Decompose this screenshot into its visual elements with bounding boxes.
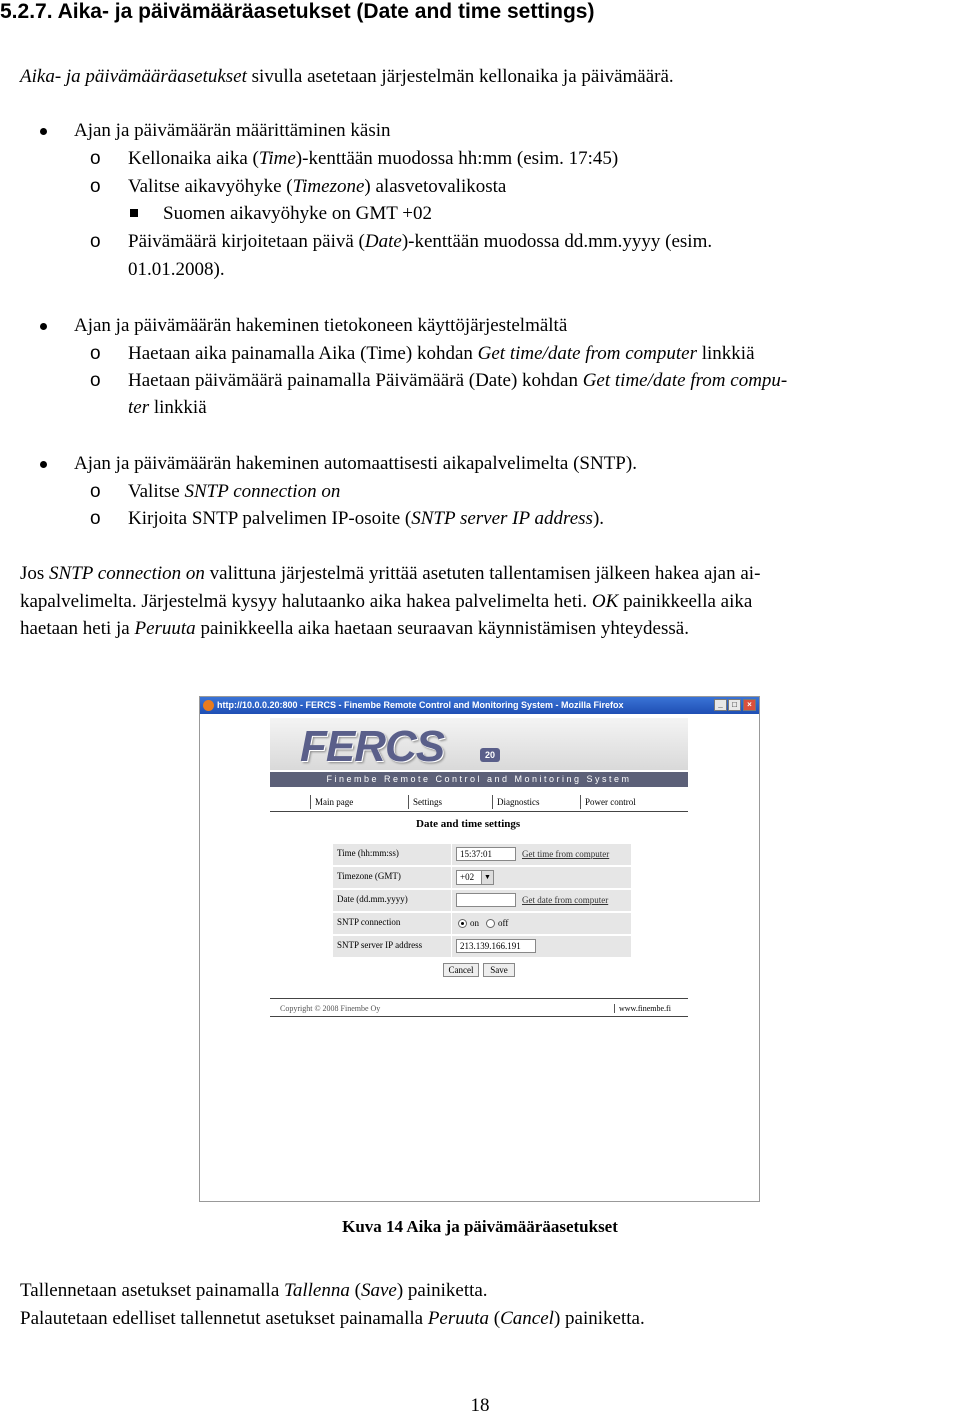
sub-bullet-o: o xyxy=(90,148,101,169)
date-label: Date (dd.mm.yyyy) xyxy=(337,894,408,904)
minimize-icon[interactable]: _ xyxy=(714,699,727,711)
list2-sub2-a: Haetaan päivämäärä painamalla Päivämäärä (Date) kohdan xyxy=(128,370,583,391)
row-sntp xyxy=(333,913,631,935)
after-l1i: Tallenna xyxy=(284,1280,350,1301)
list3-sub2-a: Kirjoita SNTP palvelimen IP-osoite ( xyxy=(128,508,412,529)
list3-sub2-b: ). xyxy=(592,508,605,529)
list1-sub2-a: Valitse aikavyöhyke ( xyxy=(128,176,293,197)
intro-italic: Aika- ja päivämääräasetukset xyxy=(20,66,247,87)
figure-caption: Kuva 14 Aika ja päivämääräasetukset xyxy=(342,1217,618,1236)
list2-sub1-b: linkkiä xyxy=(696,343,755,364)
browser-screenshot xyxy=(199,696,760,1202)
list1-sub1-i: Time xyxy=(258,148,296,169)
intro-paragraph xyxy=(20,66,674,88)
after-l2i: Peruuta xyxy=(427,1308,490,1329)
cancel-button[interactable]: Cancel xyxy=(443,963,479,977)
row-buttons xyxy=(333,959,631,981)
footer-divider-bottom xyxy=(270,1016,688,1017)
list1-sub2-i: Timezone xyxy=(292,176,365,197)
sntp-on-radio[interactable] xyxy=(458,919,467,928)
header-tagline: Finembe Remote Control and Monitoring System xyxy=(270,772,688,787)
para-l1i: SNTP connection on xyxy=(49,563,205,584)
after-l2c: ) painiketta. xyxy=(553,1308,645,1329)
header-logo-area xyxy=(270,718,688,770)
list1-sub3-cont: 01.01.2008). xyxy=(128,259,225,280)
browser-content xyxy=(200,714,759,1202)
browser-titlebar xyxy=(200,697,759,714)
page-title: Date and time settings xyxy=(416,818,521,830)
close-icon[interactable]: × xyxy=(743,699,756,711)
sntp-off-radio[interactable] xyxy=(486,919,495,928)
list1-subsub: Suomen aikavyöhyke on GMT +02 xyxy=(163,203,432,224)
sntp-off-label: off xyxy=(498,918,509,928)
page-number: 18 xyxy=(470,1395,490,1416)
firefox-icon xyxy=(203,700,214,711)
get-time-link[interactable]: Get time from computer xyxy=(522,849,610,859)
copyright-text: Copyright © 2008 Finembe Oy xyxy=(280,1004,381,1013)
list1-sub3 xyxy=(128,231,712,253)
get-date-link[interactable]: Get date from computer xyxy=(522,895,609,905)
para-l3a: haetaan heti ja xyxy=(20,618,135,639)
list2-sub2-i: Get time/date from compu- xyxy=(582,370,788,391)
after-line-2 xyxy=(20,1308,645,1330)
main-nav xyxy=(270,795,688,809)
list3-sub1-a: Valitse xyxy=(128,481,185,502)
list3-sub1-i: SNTP connection on xyxy=(184,481,341,502)
sub-bullet-o: o xyxy=(90,370,101,391)
date-input[interactable] xyxy=(456,893,516,907)
list1-sub3-a: Päivämäärä kirjoitetaan päivä ( xyxy=(128,231,365,252)
list1-sub1-a: Kellonaika aika ( xyxy=(128,148,259,169)
list1-sub1-b: )-kenttään muodossa hh:mm (esim. 17:45) xyxy=(295,148,619,169)
list1-sub3-b: )-kenttään muodossa dd.mm.yyyy (esim. xyxy=(401,231,713,252)
list3-sub1 xyxy=(128,481,340,503)
section-heading: 5.2.7. Aika- ja päivämääräasetukset (Date and time settings) xyxy=(0,0,595,23)
nav-power-control[interactable]: Power control xyxy=(580,795,636,809)
nav-main-page[interactable]: Main page xyxy=(310,795,353,809)
after-line-1 xyxy=(20,1280,488,1302)
list1-sub3-i: Date xyxy=(364,231,402,252)
time-input[interactable]: 15:37:01 xyxy=(456,847,516,861)
timezone-value: +02 xyxy=(460,872,475,882)
para-line-2 xyxy=(20,591,752,613)
after-l1c: ) painiketta. xyxy=(396,1280,488,1301)
browser-title: http://10.0.0.20:800 - FERCS - Finembe Remote Control and Monitoring System - Mozilla Firefox xyxy=(217,700,624,710)
fercs-logo: FERCS xyxy=(300,722,445,771)
logo-badge: 20 xyxy=(480,748,500,762)
nav-divider xyxy=(270,811,688,812)
para-l1a: Jos xyxy=(20,563,50,584)
after-l2i2: Cancel xyxy=(500,1308,554,1329)
time-label: Time (hh:mm:ss) xyxy=(337,848,399,858)
list2-item: Ajan ja päivämäärän hakeminen tietokoneen käyttöjärjestelmältä xyxy=(74,315,568,336)
para-l2a: kapalvelimelta. Järjestelmä kysyy halutaanko aika hakea palvelimelta heti. xyxy=(20,591,592,612)
para-line-3 xyxy=(20,618,689,640)
save-button[interactable]: Save xyxy=(483,963,515,977)
list1-item: Ajan ja päivämäärän määrittäminen käsin xyxy=(74,120,391,141)
sub-bullet-o: o xyxy=(90,481,101,502)
list1-sub2 xyxy=(128,176,506,198)
sntp-ip-input[interactable]: 213.139.166.191 xyxy=(456,939,536,953)
para-l1b: valittuna järjestelmä yrittää asetuten tallentamisen jälkeen hakea ajan ai- xyxy=(204,563,761,584)
after-l1a: Tallennetaan asetukset painamalla xyxy=(20,1280,285,1301)
para-line-1 xyxy=(20,563,760,585)
bullet-dot-icon xyxy=(40,461,47,468)
nav-settings[interactable]: Settings xyxy=(408,795,442,809)
after-l1b: ( xyxy=(349,1280,361,1301)
sntp-ip-label: SNTP server IP address xyxy=(337,940,423,950)
intro-rest: sivulla asetetaan järjestelmän kellonaika ja päivämäärä. xyxy=(246,66,674,87)
list3-sub2-i: SNTP server IP address xyxy=(411,508,593,529)
para-l2i: OK xyxy=(591,591,619,612)
after-l2b: ( xyxy=(489,1308,501,1329)
after-l2a: Palautetaan edelliset tallennetut asetukset painamalla xyxy=(20,1308,428,1329)
list1-sub1 xyxy=(128,148,618,170)
website-link[interactable]: www.finembe.fi xyxy=(614,1004,671,1013)
nav-diagnostics[interactable]: Diagnostics xyxy=(492,795,540,809)
sntp-label: SNTP connection xyxy=(337,917,401,927)
row-time xyxy=(333,844,631,866)
maximize-icon[interactable]: □ xyxy=(728,699,741,711)
list2-sub2 xyxy=(128,370,787,392)
sub-bullet-o: o xyxy=(90,231,101,252)
after-l1i2: Save xyxy=(360,1280,397,1301)
footer-divider xyxy=(270,998,688,999)
bullet-dot-icon xyxy=(40,128,47,135)
timezone-select[interactable] xyxy=(456,870,494,885)
row-timezone xyxy=(333,867,631,889)
chevron-down-icon[interactable]: ▼ xyxy=(481,871,493,884)
sub-bullet-o: o xyxy=(90,508,101,529)
para-l3i: Peruuta xyxy=(134,618,196,639)
timezone-label: Timezone (GMT) xyxy=(337,871,401,881)
list2-sub2-cont xyxy=(128,397,207,419)
list2-sub2-i2: ter xyxy=(128,397,150,418)
para-l2b: painikkeella aika xyxy=(618,591,753,612)
list3-sub2 xyxy=(128,508,604,530)
list2-sub1 xyxy=(128,343,755,365)
list2-sub2-b: linkkiä xyxy=(149,397,207,418)
row-sntp-ip xyxy=(333,936,631,958)
square-bullet-icon xyxy=(130,209,138,217)
para-l3b: painikkeella aika haetaan seuraavan käynnistämisen yhteydessä. xyxy=(195,618,689,639)
bullet-dot-icon xyxy=(40,323,47,330)
sntp-on-label: on xyxy=(470,918,479,928)
sub-bullet-o: o xyxy=(90,343,101,364)
list2-sub1-i: Get time/date from computer xyxy=(477,343,697,364)
list3-item: Ajan ja päivämäärän hakeminen automaattisesti aikapalvelimelta (SNTP). xyxy=(74,453,637,474)
sub-bullet-o: o xyxy=(90,176,101,197)
list2-sub1-a: Haetaan aika painamalla Aika (Time) kohdan xyxy=(128,343,478,364)
list1-sub2-b: ) alasvetovalikosta xyxy=(364,176,507,197)
row-date xyxy=(333,890,631,912)
